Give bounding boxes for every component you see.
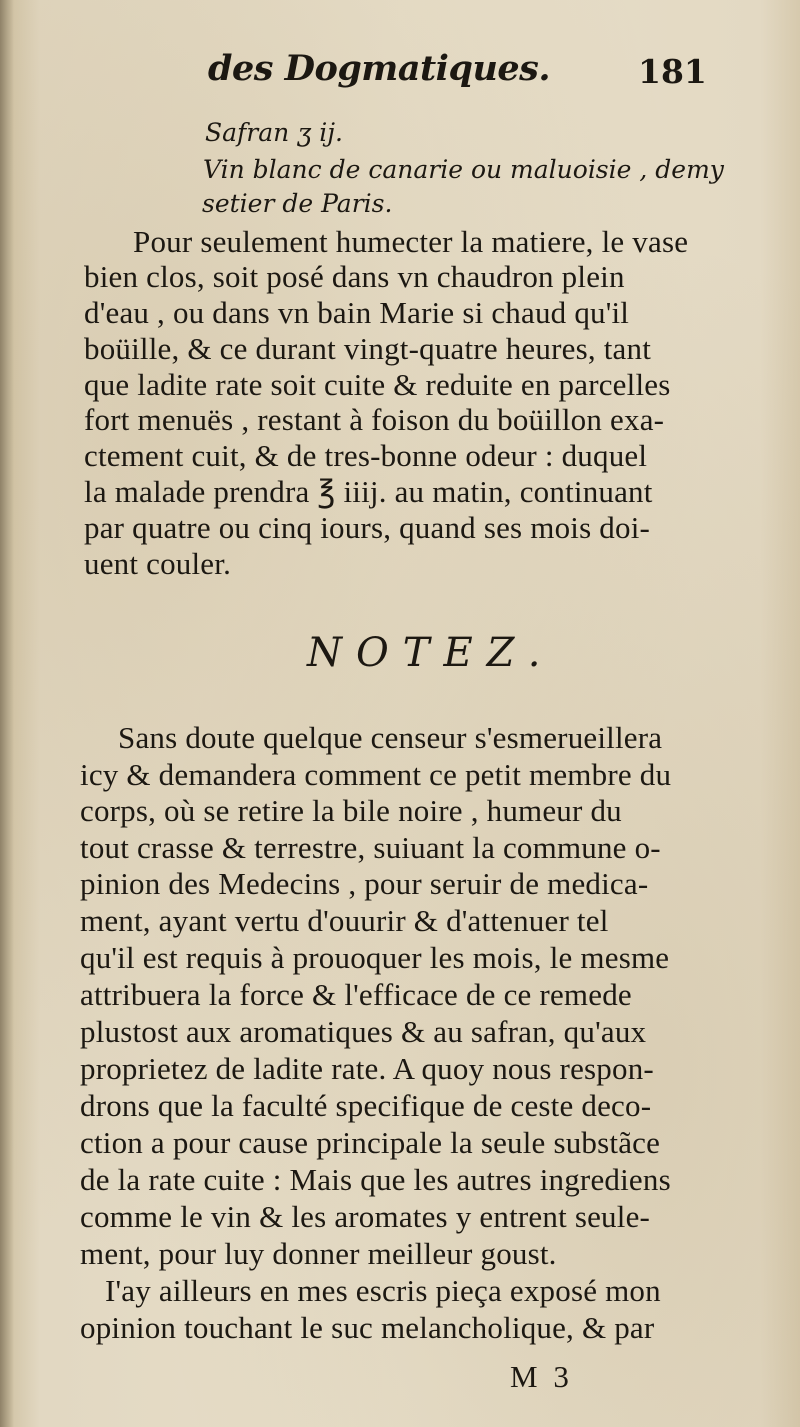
text-line: fort menuës , restant à foison du boüillon exa- [84,402,665,437]
text-line: opinion touchant le suc melancholique, & par [80,1310,655,1345]
text-line: proprietez de ladite rate. A quoy nous respon- [80,1051,654,1086]
text-line: ction a pour cause principale la seule substãce [80,1125,661,1160]
signature-mark: M 3 [510,1359,573,1394]
text-line: la malade prendra ℥ iiij. au matin, continuant [84,474,653,509]
text-line: uent couler. [84,546,232,581]
text-line: pinion des Medecins , pour seruir de medica- [80,866,649,901]
running-title: des Dogmatiques. [208,48,551,89]
page-number: 181 [638,52,707,91]
recipe-line: Safran ʒ ij. [205,118,343,147]
text-line: icy & demandera comment ce petit membre du [80,757,672,792]
text-line: ctement cuit, & de tres-bonne odeur : duquel [84,438,648,473]
recipe-line: setier de Paris. [202,189,393,218]
section-heading: NOTEZ. [307,630,555,676]
text-line: comme le vin & les aromates y entrent seule- [80,1199,651,1234]
text-line: ment, ayant vertu d'ouurir & d'attenuer tel [80,903,609,938]
text-line: Pour seulement humecter la matiere, le vase [133,224,689,259]
text-line: que ladite rate soit cuite & reduite en parcelles [84,367,671,402]
page-binding-shadow [0,0,14,1427]
text-line: drons que la faculté specifique de ceste deco- [80,1088,652,1123]
text-line: par quatre ou cinq iours, quand ses mois doi- [84,510,651,545]
text-line: attribuera la force & l'efficace de ce remede [80,977,632,1012]
text-line: Sans doute quelque censeur s'esmerueillera [118,720,663,755]
text-line: I'ay ailleurs en mes escris pieça exposé mon [105,1273,661,1308]
text-line: d'eau , ou dans vn bain Marie si chaud qu'il [84,295,630,330]
text-line: qu'il est requis à prouoquer les mois, le mesme [80,940,670,975]
text-line: bien clos, soit posé dans vn chaudron plein [84,259,625,294]
recipe-line: Vin blanc de canarie ou maluoisie , demy [203,155,724,184]
text-line: plustost aux aromatiques & au safran, qu'aux [80,1014,647,1049]
text-line: tout crasse & terrestre, suiuant la commune o- [80,830,661,865]
text-line: ment, pour luy donner meilleur goust. [80,1236,557,1271]
text-line: boüille, & ce durant vingt-quatre heures, tant [84,331,652,366]
text-line: de la rate cuite : Mais que les autres ingrediens [80,1162,671,1197]
text-line: corps, où se retire la bile noire , humeur du [80,793,622,828]
